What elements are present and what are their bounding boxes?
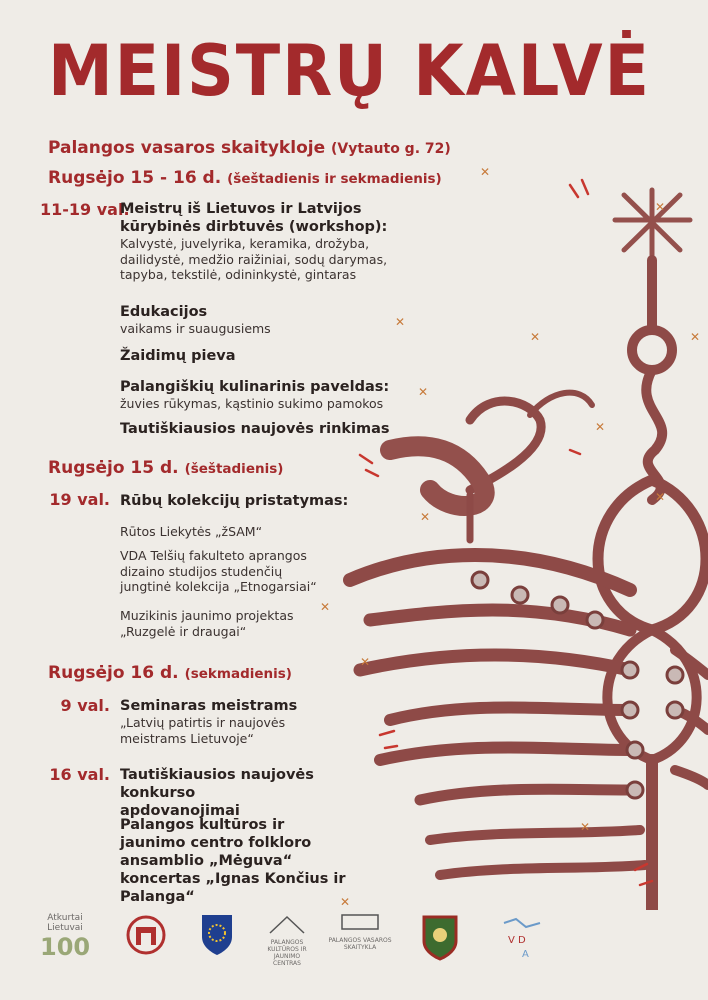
item-title: Edukacijos [120, 304, 208, 320]
date-note: (sekmadienis) [184, 666, 292, 682]
logo-folk-ensemble [420, 913, 460, 961]
item-title: Seminaras meistrams [120, 698, 298, 714]
program-item [120, 816, 350, 906]
program-item [120, 548, 330, 595]
venue-name: Palangos vasaros skaitykloje [48, 138, 326, 158]
program-item [120, 378, 420, 412]
item-desc: vaikams ir suaugusiems [120, 321, 271, 336]
venue-address: (Vytauto g. 72) [331, 141, 451, 157]
date-heading [48, 663, 292, 683]
logo-culture-centre: PALANGOS KULTŪROS IR JAUNIMO CENTRAS [262, 913, 312, 967]
date-note: (šeštadienis ir sekmadienis) [227, 171, 442, 187]
sparkle-icon: ✕ [690, 330, 701, 344]
svg-text:A: A [522, 949, 529, 960]
time-label: 11-19 val. [40, 200, 130, 219]
date-note: (šeštadienis) [184, 461, 284, 477]
sparkle-icon: ✕ [655, 490, 666, 504]
logo-palanga-coat-of-arms [200, 913, 234, 957]
logo-lietuvai-100: Atkurtai Lietuvai 100 [40, 913, 91, 961]
sparkle-icon: ✕ [530, 330, 541, 344]
program-item [120, 697, 320, 746]
date-heading [48, 168, 442, 188]
item-desc: Kalvystė, juvelyrika, keramika, drožyba, dailidystė, medžio raižiniai, sodų darymas, tapyba, tekstilė, odininkystė, gintaras [120, 236, 388, 282]
sparkle-icon: ✕ [418, 385, 429, 399]
item-title: Žaidimų pieva [120, 348, 236, 364]
time-label: 19 val. [49, 490, 110, 509]
program-item [120, 766, 320, 820]
venue-line [48, 138, 451, 158]
star-icon [615, 190, 690, 265]
sparkle-icon: ✕ [420, 510, 431, 524]
date-text: Rugsėjo 16 d. [48, 663, 179, 683]
logo-palanga-museum [126, 913, 166, 961]
sponsor-logos [0, 905, 708, 985]
program-item [120, 524, 350, 540]
program-item [120, 420, 420, 438]
sparkle-icon: ✕ [340, 895, 351, 909]
page-title: MEISTRŲ KALVĖ [48, 30, 651, 112]
item-title: Rūbų kolekcijų pristatymas: [120, 493, 349, 509]
item-title: Palangiškių kulinarinis paveldas: [120, 379, 390, 395]
item-title: Palangos kultūros ir jaunimo centro folkloro ansamblio „Mėguva“ koncertas „Ignas Končius ir Palanga“ [120, 817, 346, 905]
program-item [120, 608, 320, 639]
sparkle-icon: ✕ [395, 315, 406, 329]
item-desc: žuvies rūkymas, kąstinio sukimo pamokos [120, 396, 384, 411]
time-label: 9 val. [60, 696, 110, 715]
item-desc: Muzikinis jaunimo projektas „Ruzgelė ir draugai“ [120, 608, 294, 639]
sparkle-icon: ✕ [580, 820, 591, 834]
logo-library: PALANGOS VASAROS SKAITYKLA [328, 913, 392, 951]
date-text: Rugsėjo 15 d. [48, 458, 179, 478]
item-title: Tautiškiausios naujovės konkurso apdovanojimai [120, 767, 314, 819]
sparkle-icon: ✕ [480, 165, 491, 179]
item-title: Tautiškiausios naujovės rinkimas [120, 421, 390, 437]
date-text: Rugsėjo 15 - 16 d. [48, 168, 222, 188]
program-item [120, 200, 420, 283]
time-label: 16 val. [49, 765, 110, 784]
item-title: Meistrų iš Lietuvos ir Latvijos kūrybinės dirbtuvės (workshop): [120, 201, 388, 235]
item-desc: „Latvių patirtis ir naujovės meistrams Lietuvoje“ [120, 715, 286, 746]
sparkle-icon: ✕ [655, 200, 666, 214]
sparkle-icon: ✕ [595, 420, 606, 434]
program-item [120, 347, 420, 365]
program-item [120, 303, 420, 337]
logo-vda-telsiai [500, 913, 550, 963]
sparkle-icon: ✕ [360, 655, 371, 669]
svg-text:V D: V D [508, 935, 526, 946]
sparkle-icon: ✕ [320, 600, 331, 614]
item-desc: Rūtos Liekytės „žSAM“ [120, 524, 263, 539]
program-item [120, 492, 420, 510]
item-desc: VDA Telšių fakulteto aprangos dizaino studijos studenčių jungtinė kolekcija „Etnogarsiai“ [120, 548, 317, 594]
date-heading [48, 458, 283, 478]
